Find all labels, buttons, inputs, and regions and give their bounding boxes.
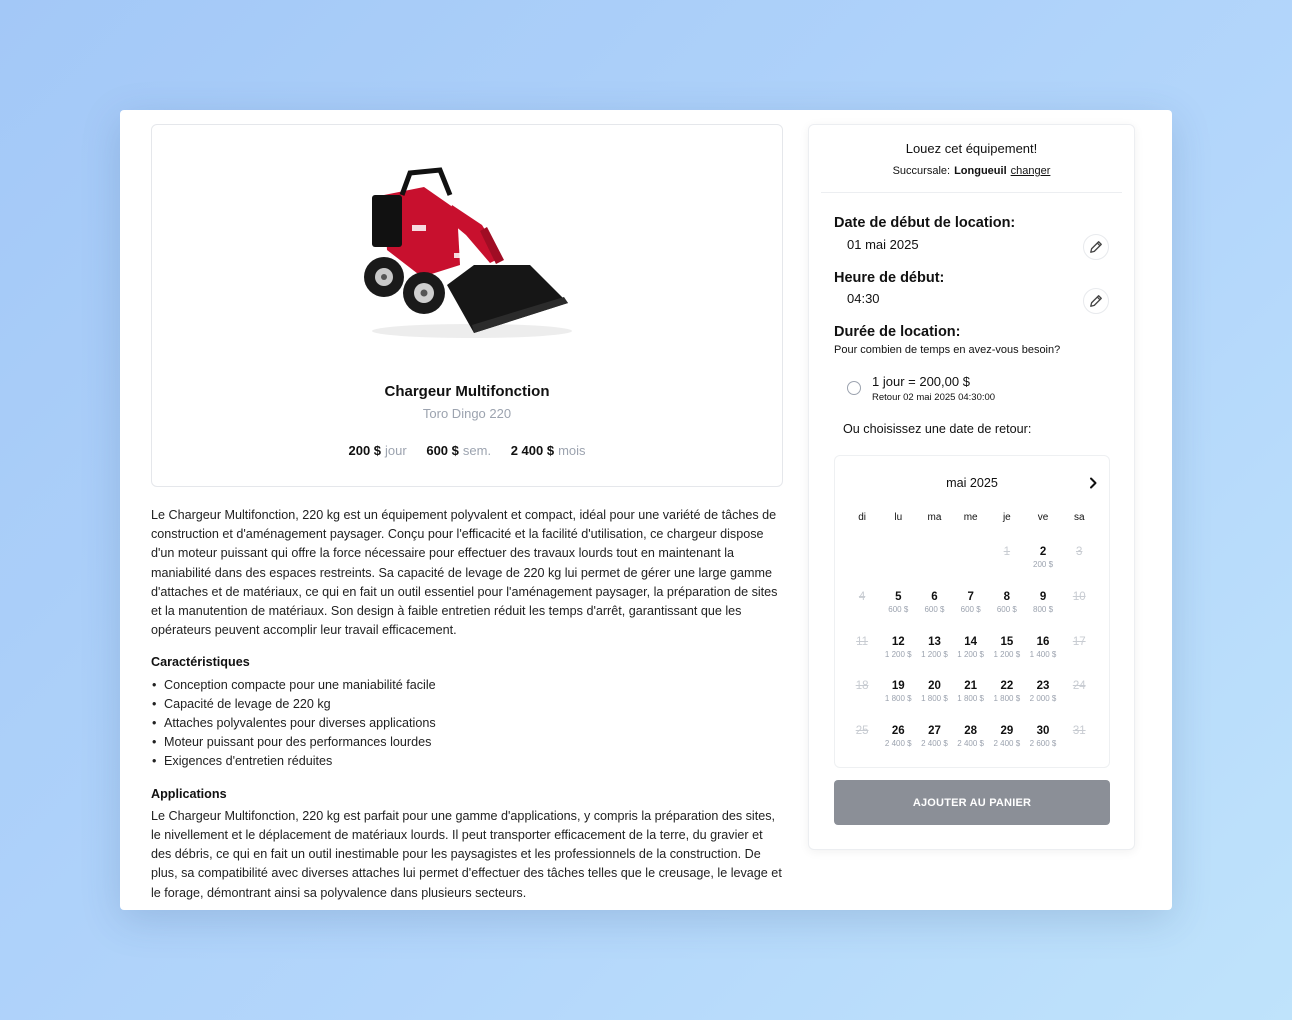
branch-line [809,165,1134,177]
price-day-unit: jour [385,443,407,458]
weekday-label: lu [894,512,903,523]
weekday-label: sa [1073,512,1085,523]
day-price: 1 800 $ [921,694,948,704]
day-number: 25 [855,725,869,738]
rental-panel [808,124,1135,850]
applications-text: Le Chargeur Multifonction, 220 kg est parfait pour une gamme d'applications, y compris la préparation des sites, le nivellement et le déplacement de matériaux lourds. Il peut transporter efficacement de la terre, du gravier et des débris, ce qui en fait un outil inestimable pour les paysagistes et les professionnels de la construction. De plus, sa compatibilité avec diverses attaches lui permet d'effectuer des tâches telles que le creusage, le levage et le forage, démontrant ainsi sa polyvalence dans plusieurs secteurs. [151,808,782,900]
product-image [362,165,577,345]
calendar-day[interactable] [989,590,1025,635]
one-day-return-text: Retour 02 mai 2025 04:30:00 [872,392,996,403]
feature-item: • Attaches polyvalentes pour diverses applications [151,714,785,733]
weekday-header [844,512,1097,523]
calendar-day [844,724,880,769]
product-description [151,506,785,903]
calendar-day[interactable] [953,724,989,769]
calendar-day [844,635,880,680]
day-price: 1 400 $ [1029,649,1057,659]
calendar-day[interactable] [989,724,1025,769]
calendar-grid [844,545,1097,769]
duration-question: Pour combien de temps en avez-vous besoin? [834,344,1061,356]
edit-start-date-button[interactable] [1083,234,1109,260]
day-price: 600 $ [996,604,1017,614]
feature-item: • Conception compacte pour une maniabilité facile [151,676,785,695]
day-number: 9 [1039,590,1047,603]
start-date-value: 01 mai 2025 [847,237,919,252]
day-price: 2 400 $ [884,739,912,749]
day-price: 1 800 $ [884,694,912,704]
day-price: 200 $ [1033,560,1054,569]
calendar-day[interactable] [880,635,916,680]
day-number: 22 [1000,680,1014,693]
day-number: 26 [891,725,905,738]
day-price: 1 800 $ [957,694,984,704]
calendar-day [1061,724,1097,769]
features-list [151,676,785,772]
calendar-day[interactable] [880,724,916,769]
features-title: Caractéristiques [151,655,250,670]
calendar-day [989,545,1025,590]
calendar-day[interactable] [1025,679,1061,724]
price-row [152,443,782,458]
price-day-amount: 200 $ [348,443,382,458]
day-price: 2 000 $ [1029,694,1057,704]
day-number: 20 [928,680,941,693]
day-price: 800 $ [1033,604,1054,614]
day-number: 19 [891,680,905,693]
price-week-unit: sem. [462,443,492,458]
weekday-label: ve [1037,512,1049,523]
day-price: 1 200 $ [884,649,912,659]
calendar-day [1061,545,1097,590]
calendar-day [1061,635,1097,680]
day-number: 16 [1036,635,1050,648]
day-number: 2 [1039,546,1047,558]
calendar-empty-cell [880,545,916,590]
start-date-label: Date de début de location: [834,215,1016,231]
branch-name: Longueuil [954,165,1007,177]
price-week-amount: 600 $ [426,443,459,458]
start-time-value: 04:30 [847,291,880,306]
next-month-button[interactable] [1085,475,1101,491]
calendar-day[interactable] [989,635,1025,680]
day-number: 13 [928,635,941,648]
pencil-icon [1089,294,1103,308]
day-number: 28 [964,725,978,738]
day-number: 7 [967,590,974,603]
calendar-day[interactable] [953,635,989,680]
calendar-day[interactable] [880,590,916,635]
calendar-day [844,679,880,724]
calendar-day[interactable] [1025,724,1061,769]
weekday-label: di [858,512,866,523]
price-month-unit: mois [558,443,586,458]
day-price: 2 400 $ [993,739,1021,749]
app-window [120,110,1172,910]
day-number: 27 [928,725,941,738]
calendar-day[interactable] [1025,545,1061,590]
day-number: 4 [858,590,866,603]
day-number: 31 [1072,725,1086,738]
calendar-day [1061,679,1097,724]
day-number: 5 [895,590,902,603]
calendar-day[interactable] [1025,635,1061,680]
applications-title: Applications [151,786,227,801]
add-to-cart-button[interactable]: AJOUTER AU PANIER [834,780,1110,825]
day-number: 15 [1000,635,1014,648]
day-number: 1 [1003,546,1011,558]
return-date-calendar [834,455,1110,768]
calendar-day[interactable] [953,590,989,635]
edit-start-time-button[interactable] [1083,288,1109,314]
day-number: 6 [931,590,938,603]
day-price: 600 $ [924,604,945,614]
day-number: 24 [1072,680,1086,693]
day-price: 1 200 $ [993,649,1021,659]
day-number: 23 [1036,680,1050,693]
calendar-day [844,590,880,635]
return-date-prompt: Ou choisissez une date de retour: [843,422,1032,436]
chevron-right-icon [1088,477,1098,489]
day-number: 8 [1003,590,1011,603]
day-price: 1 200 $ [957,649,984,659]
feature-item: • Capacité de levage de 220 kg [151,695,785,714]
day-price: 1 200 $ [921,649,948,659]
calendar-day[interactable] [916,590,952,635]
calendar-day [1061,590,1097,635]
one-day-radio[interactable] [847,381,861,395]
day-number: 14 [964,635,978,648]
calendar-day[interactable] [989,679,1025,724]
product-card [151,124,783,487]
day-number: 10 [1072,590,1086,603]
calendar-day[interactable] [916,724,952,769]
product-name: Chargeur Multifonction [384,383,550,400]
feature-item: • Moteur puissant pour des performances lourdes [151,733,785,752]
day-price: 1 800 $ [993,694,1021,704]
weekday-label: je [1002,512,1011,523]
calendar-day[interactable] [953,679,989,724]
day-number: 21 [964,680,978,693]
duration-label: Durée de location: [834,324,961,340]
day-number: 11 [856,635,869,648]
day-number: 18 [855,680,869,693]
day-price: 2 600 $ [1029,739,1057,749]
rental-title: Louez cet équipement! [905,141,1038,156]
calendar-empty-cell [953,545,989,590]
day-price: 600 $ [960,604,981,614]
weekday-label: ma [927,512,942,523]
pencil-icon [1089,240,1103,254]
price-month-amount: 2 400 $ [510,443,555,458]
day-number: 29 [1000,725,1014,738]
day-price: 2 400 $ [921,739,948,749]
calendar-day[interactable] [916,679,952,724]
day-price: 600 $ [888,604,909,614]
day-number: 12 [891,635,905,648]
day-number: 30 [1036,725,1050,738]
change-branch-link[interactable]: changer [1010,165,1051,177]
feature-item: • Exigences d'entretien réduites [151,752,785,771]
calendar-day[interactable] [916,635,952,680]
divider [821,192,1122,193]
day-number: 17 [1072,635,1086,648]
one-day-option-label[interactable]: 1 jour = 200,00 $ [872,374,970,389]
calendar-empty-cell [844,545,880,590]
start-time-label: Heure de début: [834,270,945,286]
description-intro: Le Chargeur Multifonction, 220 kg est un équipement polyvalent et compact, idéal pour une variété de tâches de construction et d'aménagement paysager. Conçu pour l'efficacité et la facilité d'utilisation, ce chargeur dispose d'un moteur puissant qui offre la force nécessaire pour effectuer des travaux lourds tout en maintenant la maniabilité dans des espaces restreints. Sa capacité de levage de 220 kg lui permet de gérer une large gamme d'attaches et de matériaux, ce qui en fait un outil essentiel pour l'aménagement paysager, la préparation de sites et la manutention de matériaux. Son design à faible entretien réduit les temps d'arrêt, garantissant que les opérateurs peuvent accomplir leur travail efficacement. [151,508,778,638]
calendar-empty-cell [916,545,952,590]
branch-label: Succursale: [892,165,951,177]
calendar-day[interactable] [1025,590,1061,635]
day-price: 2 400 $ [957,739,984,749]
product-model: Toro Dingo 220 [422,406,512,421]
calendar-day[interactable] [880,679,916,724]
day-number: 3 [1076,546,1083,558]
weekday-label: me [963,512,978,523]
calendar-month: mai 2025 [946,476,998,490]
